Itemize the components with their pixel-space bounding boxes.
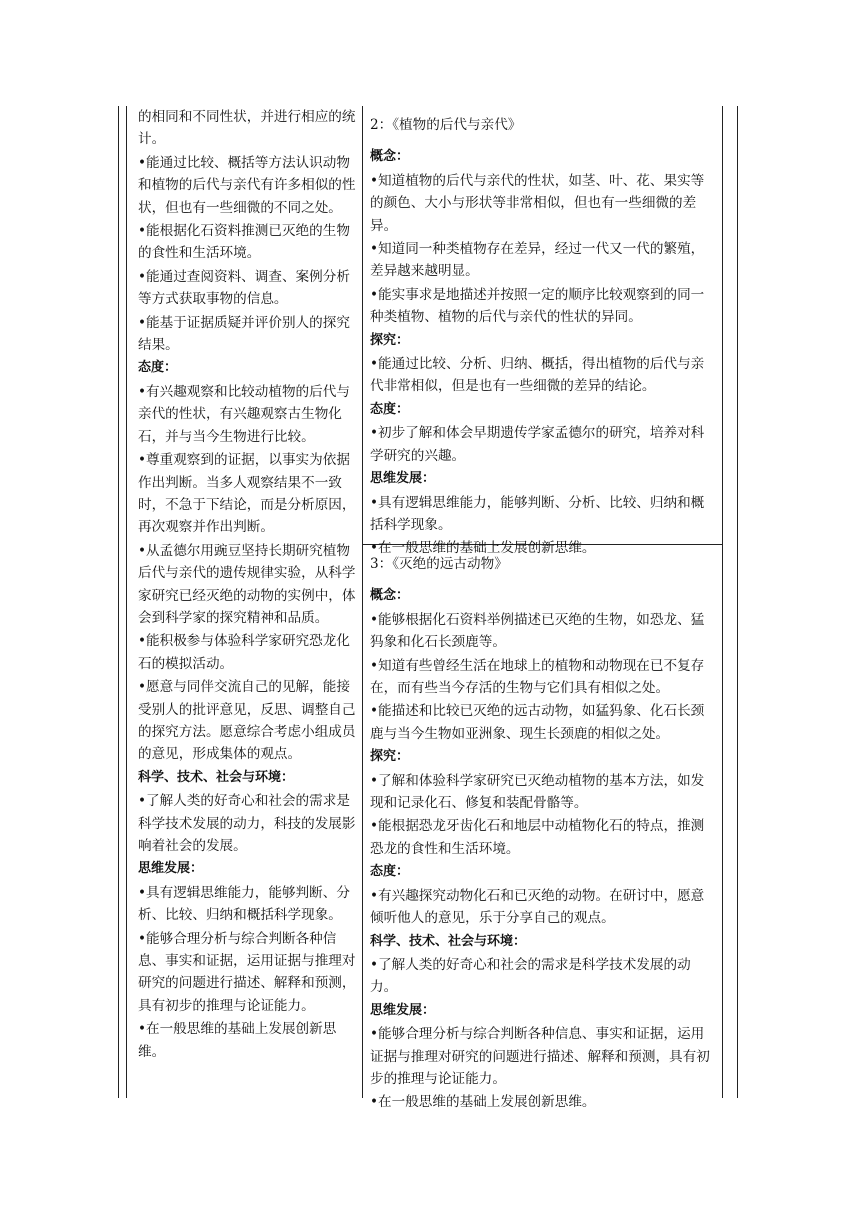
section-heading: 态度： [138,360,178,376]
section-heading: 探究： [370,332,410,348]
lesson-3-title: 3：《灭绝的远古动物》 [370,556,508,572]
section-heading: 态度： [370,864,410,880]
bullet-text: 的相同和不同性状，并进行相应的统计。 [138,109,356,148]
left-column [138,106,356,1064]
bullet-text: •能够合理分析与综合判断各种信息、事实和证据，运用证据与推理对研究的问题进行描述、解释和预测，具有初步的推理与论证能力。 [138,930,356,1014]
bullet-text: •了解人类的好奇心和社会的需求是科学技术发展的动力。 [370,956,691,996]
bullet-text: •能实事求是地描述并按照一定的顺序比较观察到的同一种类植物、植物的后代与亲代的性状的异同。 [370,286,705,326]
table-border-right [737,106,738,1098]
content-table [118,106,738,1111]
bullet-text: •了解人类的好奇心和社会的需求是科学技术发展的动力，科技的发展影响着社会的发展。 [138,793,356,854]
bullet-text: •具有逻辑思维能力，能够判断、分析、比较、归纳和概括科学现象。 [370,494,705,533]
section-heading: 思维发展： [370,471,436,487]
lesson-2-cell [370,106,716,561]
bullet-text: •在一般思维的基础上发展创新思维。 [138,1021,337,1060]
bullet-text: •了解和体验科学家研究已灭绝动植物的基本方法，如发现和记录化石、修复和装配骨骼等。 [370,772,705,812]
bullet-text: •能基于证据质疑并评价别人的探究结果。 [138,314,350,354]
section-heading: 科学、技术、社会与环境： [138,769,295,785]
table-border-left-inner [126,106,127,1098]
bullet-text: •知道同一种类植物存在差异，经过一代又一代的繁殖，差异越来越明显。 [370,241,705,280]
bullet-text: •知道植物的后代与亲代的性状，如茎、叶、花、果实等的颜色、大小与形状等非常相似，但也有一些细微的差异。 [370,172,705,234]
section-heading: 科学、技术、社会与环境： [370,933,527,949]
column-divider [362,106,363,1098]
bullet-text: •具有逻辑思维能力，能够判断、分析、比较、归纳和概括科学现象。 [138,884,350,924]
bullet-text: •能够合理分析与综合判断各种信息、事实和证据，运用证据与推理对研究的问题进行描述、解释和预测，具有初步的推理与论证能力。 [370,1026,710,1087]
lesson-2-title: 2：《植物的后代与亲代》 [370,117,522,133]
bullet-text: •在一般思维的基础上发展创新思维。 [370,1094,596,1111]
bullet-text: •从孟德尔用豌豆坚持长期研究植物后代与亲代的遗传规律实验，从科学家研究已经灭绝的动物的实例中，体会到科学家的探究精神和品质。 [138,542,356,626]
bullet-text: •尊重观察到的证据，以事实为依据作出判断。当多人观察结果不一致时，不急于下结论，而是分析原因，再次观察并作出判断。 [138,452,356,536]
section-heading: 探究： [370,749,410,765]
bullet-text: •有兴趣观察和比较动植物的后代与亲代的性状，有兴趣观察古生物化石，并与当今生物进行比较。 [138,383,350,445]
bullet-text: •知道有些曾经生活在地球上的植物和动物现在已不复存在，而有些当今存活的生物与它们具有相似之处。 [370,657,705,697]
section-heading: 态度： [370,401,410,417]
bullet-text: •能通过查阅资料、调查、案例分析等方式获取事物的信息。 [138,268,350,308]
bullet-text: •初步了解和体会早期遗传学家孟德尔的研究，培养对科学研究的兴趣。 [370,425,705,464]
section-heading: 思维发展： [370,1002,436,1018]
bullet-text: •能根据化石资料推测已灭绝的生物的食性和生活环境。 [138,223,350,262]
section-heading: 概念： [370,149,410,165]
bullet-text: •能描述和比较已灭绝的远古动物，如猛犸象、化石长颈鹿与当今生物如亚洲象、现生长颈鹿的相似之处。 [370,703,705,742]
lesson-3-cell [370,545,716,1115]
bullet-text: •能通过比较、概括等方法认识动物和植物的后代与亲代有许多相似的性状，但也有一些细微的不同之处。 [138,154,356,216]
bullet-text: •愿意与同伴交流自己的见解，能接受别人的批评意见，反思、调整自己的探究方法。愿意综合考虑小组成员的意见，形成集体的观点。 [138,679,356,763]
bullet-text: •能通过比较、分析、归纳、概括，得出植物的后代与亲代非常相似，但是也有一些细微的差异的结论。 [370,356,705,395]
table-border-right-inner [722,106,723,1098]
section-heading: 思维发展： [138,861,204,877]
bullet-text: •能积极参与体验科学家研究恐龙化石的模拟活动。 [138,633,350,672]
section-heading: 概念： [370,588,410,604]
bullet-text: •有兴趣探究动物化石和已灭绝的动物。在研讨中，愿意倾听他人的意见，乐于分享自己的观点。 [370,887,705,927]
bullet-text: •在一般思维的基础上发展创新思维。 [370,540,596,557]
bullet-text: •能够根据化石资料举例描述已灭绝的生物，如恐龙、猛犸象和化石长颈鹿等。 [370,611,705,651]
table-border-left [118,106,119,1098]
bullet-text: •能根据恐龙牙齿化石和地层中动植物化石的特点，推测恐龙的食性和生活环境。 [370,818,705,857]
